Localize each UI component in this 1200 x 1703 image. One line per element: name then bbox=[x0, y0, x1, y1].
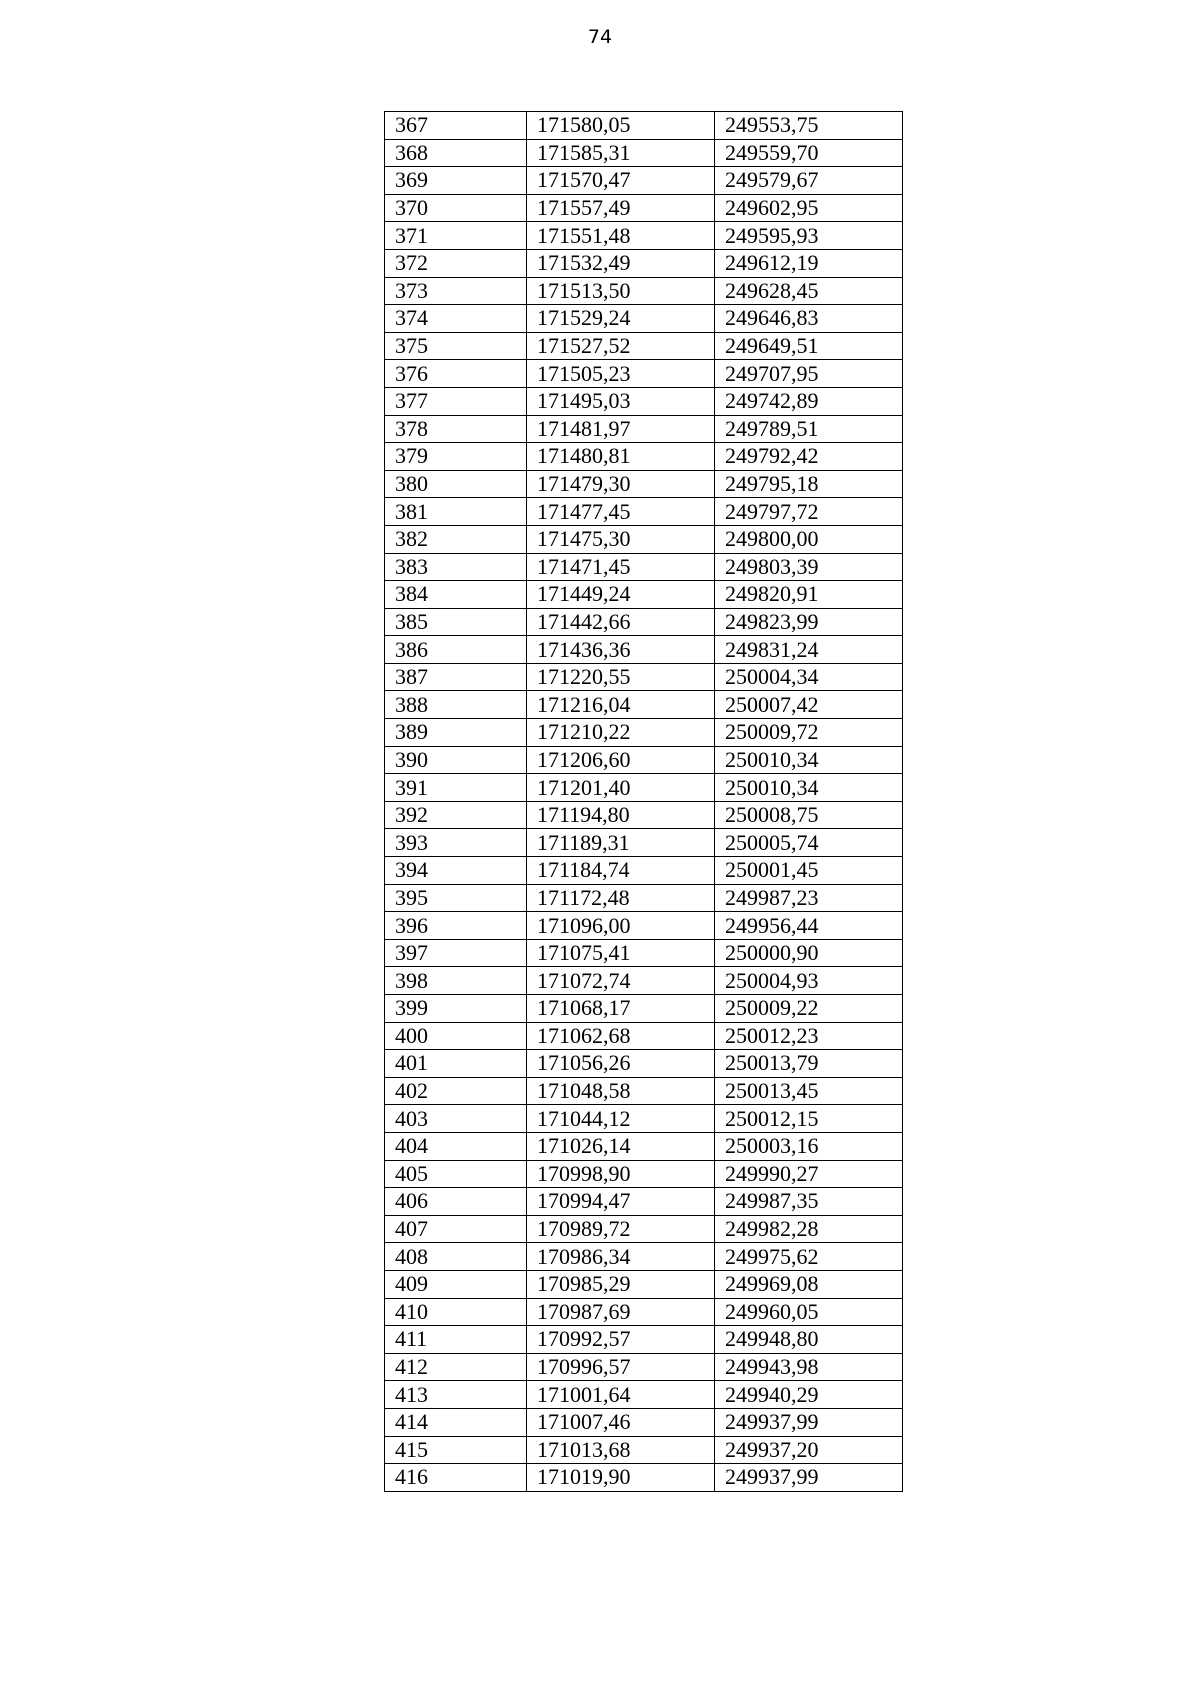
x-coordinate-cell: 171210,22 bbox=[527, 719, 715, 747]
x-coordinate-cell: 171075,41 bbox=[527, 939, 715, 967]
point-number-cell: 405 bbox=[385, 1160, 527, 1188]
y-coordinate-cell: 249956,44 bbox=[715, 912, 903, 940]
point-number-cell: 400 bbox=[385, 1022, 527, 1050]
point-number-cell: 404 bbox=[385, 1132, 527, 1160]
table-row bbox=[385, 1243, 903, 1271]
table-row bbox=[385, 470, 903, 498]
table-row bbox=[385, 857, 903, 885]
y-coordinate-cell: 249707,95 bbox=[715, 360, 903, 388]
table-row bbox=[385, 1381, 903, 1409]
y-coordinate-cell: 249792,42 bbox=[715, 443, 903, 471]
y-coordinate-cell: 249559,70 bbox=[715, 139, 903, 167]
table-row bbox=[385, 967, 903, 995]
table-row bbox=[385, 801, 903, 829]
point-number-cell: 393 bbox=[385, 829, 527, 857]
point-number-cell: 378 bbox=[385, 415, 527, 443]
table-row bbox=[385, 608, 903, 636]
table-row bbox=[385, 498, 903, 526]
x-coordinate-cell: 170987,69 bbox=[527, 1298, 715, 1326]
point-number-cell: 402 bbox=[385, 1077, 527, 1105]
x-coordinate-cell: 171048,58 bbox=[527, 1077, 715, 1105]
y-coordinate-cell: 249969,08 bbox=[715, 1270, 903, 1298]
y-coordinate-cell: 249987,35 bbox=[715, 1188, 903, 1216]
x-coordinate-cell: 171189,31 bbox=[527, 829, 715, 857]
point-number-cell: 406 bbox=[385, 1188, 527, 1216]
point-number-cell: 399 bbox=[385, 995, 527, 1023]
point-number-cell: 384 bbox=[385, 581, 527, 609]
point-number-cell: 375 bbox=[385, 332, 527, 360]
table-row bbox=[385, 1215, 903, 1243]
y-coordinate-cell: 250009,22 bbox=[715, 995, 903, 1023]
x-coordinate-cell: 171442,66 bbox=[527, 608, 715, 636]
point-number-cell: 389 bbox=[385, 719, 527, 747]
y-coordinate-cell: 249649,51 bbox=[715, 332, 903, 360]
y-coordinate-cell: 250003,16 bbox=[715, 1132, 903, 1160]
y-coordinate-cell: 250004,93 bbox=[715, 967, 903, 995]
point-number-cell: 407 bbox=[385, 1215, 527, 1243]
x-coordinate-cell: 170994,47 bbox=[527, 1188, 715, 1216]
point-number-cell: 382 bbox=[385, 525, 527, 553]
x-coordinate-cell: 171019,90 bbox=[527, 1464, 715, 1492]
point-number-cell: 388 bbox=[385, 691, 527, 719]
x-coordinate-cell: 171007,46 bbox=[527, 1408, 715, 1436]
point-number-cell: 371 bbox=[385, 222, 527, 250]
x-coordinate-cell: 171062,68 bbox=[527, 1022, 715, 1050]
y-coordinate-cell: 249820,91 bbox=[715, 581, 903, 609]
table-row bbox=[385, 305, 903, 333]
table-row bbox=[385, 581, 903, 609]
x-coordinate-cell: 171072,74 bbox=[527, 967, 715, 995]
y-coordinate-cell: 249975,62 bbox=[715, 1243, 903, 1271]
table-row bbox=[385, 1105, 903, 1133]
y-coordinate-cell: 249742,89 bbox=[715, 387, 903, 415]
y-coordinate-cell: 249803,39 bbox=[715, 553, 903, 581]
y-coordinate-cell: 250001,45 bbox=[715, 857, 903, 885]
table-row bbox=[385, 139, 903, 167]
x-coordinate-cell: 171495,03 bbox=[527, 387, 715, 415]
table-row bbox=[385, 249, 903, 277]
y-coordinate-cell: 250004,34 bbox=[715, 663, 903, 691]
coordinates-table bbox=[384, 111, 903, 1492]
point-number-cell: 374 bbox=[385, 305, 527, 333]
x-coordinate-cell: 171206,60 bbox=[527, 746, 715, 774]
coordinates-table-body bbox=[385, 112, 903, 1492]
x-coordinate-cell: 171527,52 bbox=[527, 332, 715, 360]
x-coordinate-cell: 171001,64 bbox=[527, 1381, 715, 1409]
x-coordinate-cell: 171557,49 bbox=[527, 194, 715, 222]
table-row bbox=[385, 222, 903, 250]
point-number-cell: 398 bbox=[385, 967, 527, 995]
point-number-cell: 380 bbox=[385, 470, 527, 498]
point-number-cell: 396 bbox=[385, 912, 527, 940]
point-number-cell: 401 bbox=[385, 1050, 527, 1078]
x-coordinate-cell: 171551,48 bbox=[527, 222, 715, 250]
point-number-cell: 372 bbox=[385, 249, 527, 277]
point-number-cell: 392 bbox=[385, 801, 527, 829]
x-coordinate-cell: 170986,34 bbox=[527, 1243, 715, 1271]
x-coordinate-cell: 171513,50 bbox=[527, 277, 715, 305]
table-row bbox=[385, 1077, 903, 1105]
y-coordinate-cell: 249789,51 bbox=[715, 415, 903, 443]
point-number-cell: 416 bbox=[385, 1464, 527, 1492]
y-coordinate-cell: 249982,28 bbox=[715, 1215, 903, 1243]
table-row bbox=[385, 1326, 903, 1354]
y-coordinate-cell: 249797,72 bbox=[715, 498, 903, 526]
point-number-cell: 394 bbox=[385, 857, 527, 885]
x-coordinate-cell: 171585,31 bbox=[527, 139, 715, 167]
x-coordinate-cell: 171172,48 bbox=[527, 884, 715, 912]
y-coordinate-cell: 250007,42 bbox=[715, 691, 903, 719]
point-number-cell: 413 bbox=[385, 1381, 527, 1409]
point-number-cell: 412 bbox=[385, 1353, 527, 1381]
y-coordinate-cell: 249987,23 bbox=[715, 884, 903, 912]
x-coordinate-cell: 171570,47 bbox=[527, 167, 715, 195]
page-number: 74 bbox=[587, 26, 613, 48]
x-coordinate-cell: 171477,45 bbox=[527, 498, 715, 526]
table-row bbox=[385, 194, 903, 222]
point-number-cell: 386 bbox=[385, 636, 527, 664]
table-row bbox=[385, 387, 903, 415]
table-row bbox=[385, 1188, 903, 1216]
point-number-cell: 391 bbox=[385, 774, 527, 802]
y-coordinate-cell: 249823,99 bbox=[715, 608, 903, 636]
table-row bbox=[385, 691, 903, 719]
y-coordinate-cell: 250012,15 bbox=[715, 1105, 903, 1133]
point-number-cell: 379 bbox=[385, 443, 527, 471]
x-coordinate-cell: 171480,81 bbox=[527, 443, 715, 471]
y-coordinate-cell: 249553,75 bbox=[715, 112, 903, 140]
table-row bbox=[385, 443, 903, 471]
y-coordinate-cell: 250000,90 bbox=[715, 939, 903, 967]
point-number-cell: 408 bbox=[385, 1243, 527, 1271]
x-coordinate-cell: 171068,17 bbox=[527, 995, 715, 1023]
x-coordinate-cell: 171471,45 bbox=[527, 553, 715, 581]
y-coordinate-cell: 249800,00 bbox=[715, 525, 903, 553]
point-number-cell: 395 bbox=[385, 884, 527, 912]
table-row bbox=[385, 1022, 903, 1050]
y-coordinate-cell: 249595,93 bbox=[715, 222, 903, 250]
point-number-cell: 377 bbox=[385, 387, 527, 415]
y-coordinate-cell: 250012,23 bbox=[715, 1022, 903, 1050]
point-number-cell: 368 bbox=[385, 139, 527, 167]
x-coordinate-cell: 171056,26 bbox=[527, 1050, 715, 1078]
table-row bbox=[385, 1408, 903, 1436]
x-coordinate-cell: 171096,00 bbox=[527, 912, 715, 940]
point-number-cell: 397 bbox=[385, 939, 527, 967]
table-row bbox=[385, 829, 903, 857]
x-coordinate-cell: 171013,68 bbox=[527, 1436, 715, 1464]
table-row bbox=[385, 1132, 903, 1160]
y-coordinate-cell: 250005,74 bbox=[715, 829, 903, 857]
point-number-cell: 383 bbox=[385, 553, 527, 581]
table-row bbox=[385, 360, 903, 388]
point-number-cell: 390 bbox=[385, 746, 527, 774]
y-coordinate-cell: 249602,95 bbox=[715, 194, 903, 222]
y-coordinate-cell: 249646,83 bbox=[715, 305, 903, 333]
y-coordinate-cell: 249579,67 bbox=[715, 167, 903, 195]
x-coordinate-cell: 171044,12 bbox=[527, 1105, 715, 1133]
x-coordinate-cell: 171194,80 bbox=[527, 801, 715, 829]
table-row bbox=[385, 1270, 903, 1298]
point-number-cell: 367 bbox=[385, 112, 527, 140]
point-number-cell: 409 bbox=[385, 1270, 527, 1298]
x-coordinate-cell: 171532,49 bbox=[527, 249, 715, 277]
y-coordinate-cell: 249628,45 bbox=[715, 277, 903, 305]
x-coordinate-cell: 171184,74 bbox=[527, 857, 715, 885]
y-coordinate-cell: 249937,99 bbox=[715, 1464, 903, 1492]
table-row bbox=[385, 1353, 903, 1381]
y-coordinate-cell: 249831,24 bbox=[715, 636, 903, 664]
point-number-cell: 403 bbox=[385, 1105, 527, 1133]
point-number-cell: 414 bbox=[385, 1408, 527, 1436]
table-row bbox=[385, 719, 903, 747]
y-coordinate-cell: 249960,05 bbox=[715, 1298, 903, 1326]
table-row bbox=[385, 167, 903, 195]
point-number-cell: 381 bbox=[385, 498, 527, 526]
x-coordinate-cell: 171580,05 bbox=[527, 112, 715, 140]
y-coordinate-cell: 249943,98 bbox=[715, 1353, 903, 1381]
y-coordinate-cell: 250010,34 bbox=[715, 774, 903, 802]
point-number-cell: 411 bbox=[385, 1326, 527, 1354]
x-coordinate-cell: 171201,40 bbox=[527, 774, 715, 802]
point-number-cell: 370 bbox=[385, 194, 527, 222]
table-row bbox=[385, 112, 903, 140]
y-coordinate-cell: 249948,80 bbox=[715, 1326, 903, 1354]
table-row bbox=[385, 912, 903, 940]
point-number-cell: 415 bbox=[385, 1436, 527, 1464]
table-row bbox=[385, 1050, 903, 1078]
x-coordinate-cell: 171220,55 bbox=[527, 663, 715, 691]
x-coordinate-cell: 171505,23 bbox=[527, 360, 715, 388]
x-coordinate-cell: 171481,97 bbox=[527, 415, 715, 443]
y-coordinate-cell: 249795,18 bbox=[715, 470, 903, 498]
point-number-cell: 373 bbox=[385, 277, 527, 305]
point-number-cell: 369 bbox=[385, 167, 527, 195]
y-coordinate-cell: 249612,19 bbox=[715, 249, 903, 277]
y-coordinate-cell: 249937,20 bbox=[715, 1436, 903, 1464]
x-coordinate-cell: 171529,24 bbox=[527, 305, 715, 333]
point-number-cell: 385 bbox=[385, 608, 527, 636]
y-coordinate-cell: 250010,34 bbox=[715, 746, 903, 774]
y-coordinate-cell: 249990,27 bbox=[715, 1160, 903, 1188]
x-coordinate-cell: 171479,30 bbox=[527, 470, 715, 498]
table-row bbox=[385, 525, 903, 553]
point-number-cell: 387 bbox=[385, 663, 527, 691]
table-row bbox=[385, 884, 903, 912]
table-row bbox=[385, 995, 903, 1023]
y-coordinate-cell: 250008,75 bbox=[715, 801, 903, 829]
y-coordinate-cell: 249937,99 bbox=[715, 1408, 903, 1436]
y-coordinate-cell: 249940,29 bbox=[715, 1381, 903, 1409]
point-number-cell: 376 bbox=[385, 360, 527, 388]
x-coordinate-cell: 170985,29 bbox=[527, 1270, 715, 1298]
y-coordinate-cell: 250013,79 bbox=[715, 1050, 903, 1078]
x-coordinate-cell: 170989,72 bbox=[527, 1215, 715, 1243]
table-row bbox=[385, 663, 903, 691]
y-coordinate-cell: 250009,72 bbox=[715, 719, 903, 747]
y-coordinate-cell: 250013,45 bbox=[715, 1077, 903, 1105]
x-coordinate-cell: 170992,57 bbox=[527, 1326, 715, 1354]
point-number-cell: 410 bbox=[385, 1298, 527, 1326]
table-row bbox=[385, 939, 903, 967]
table-row bbox=[385, 553, 903, 581]
x-coordinate-cell: 171449,24 bbox=[527, 581, 715, 609]
table-row bbox=[385, 415, 903, 443]
table-row bbox=[385, 332, 903, 360]
table-row bbox=[385, 774, 903, 802]
table-row bbox=[385, 1298, 903, 1326]
x-coordinate-cell: 170998,90 bbox=[527, 1160, 715, 1188]
x-coordinate-cell: 171216,04 bbox=[527, 691, 715, 719]
table-row bbox=[385, 1464, 903, 1492]
x-coordinate-cell: 171026,14 bbox=[527, 1132, 715, 1160]
table-row bbox=[385, 1436, 903, 1464]
x-coordinate-cell: 171436,36 bbox=[527, 636, 715, 664]
x-coordinate-cell: 170996,57 bbox=[527, 1353, 715, 1381]
table-row bbox=[385, 636, 903, 664]
table-row bbox=[385, 746, 903, 774]
x-coordinate-cell: 171475,30 bbox=[527, 525, 715, 553]
table-row bbox=[385, 277, 903, 305]
table-row bbox=[385, 1160, 903, 1188]
